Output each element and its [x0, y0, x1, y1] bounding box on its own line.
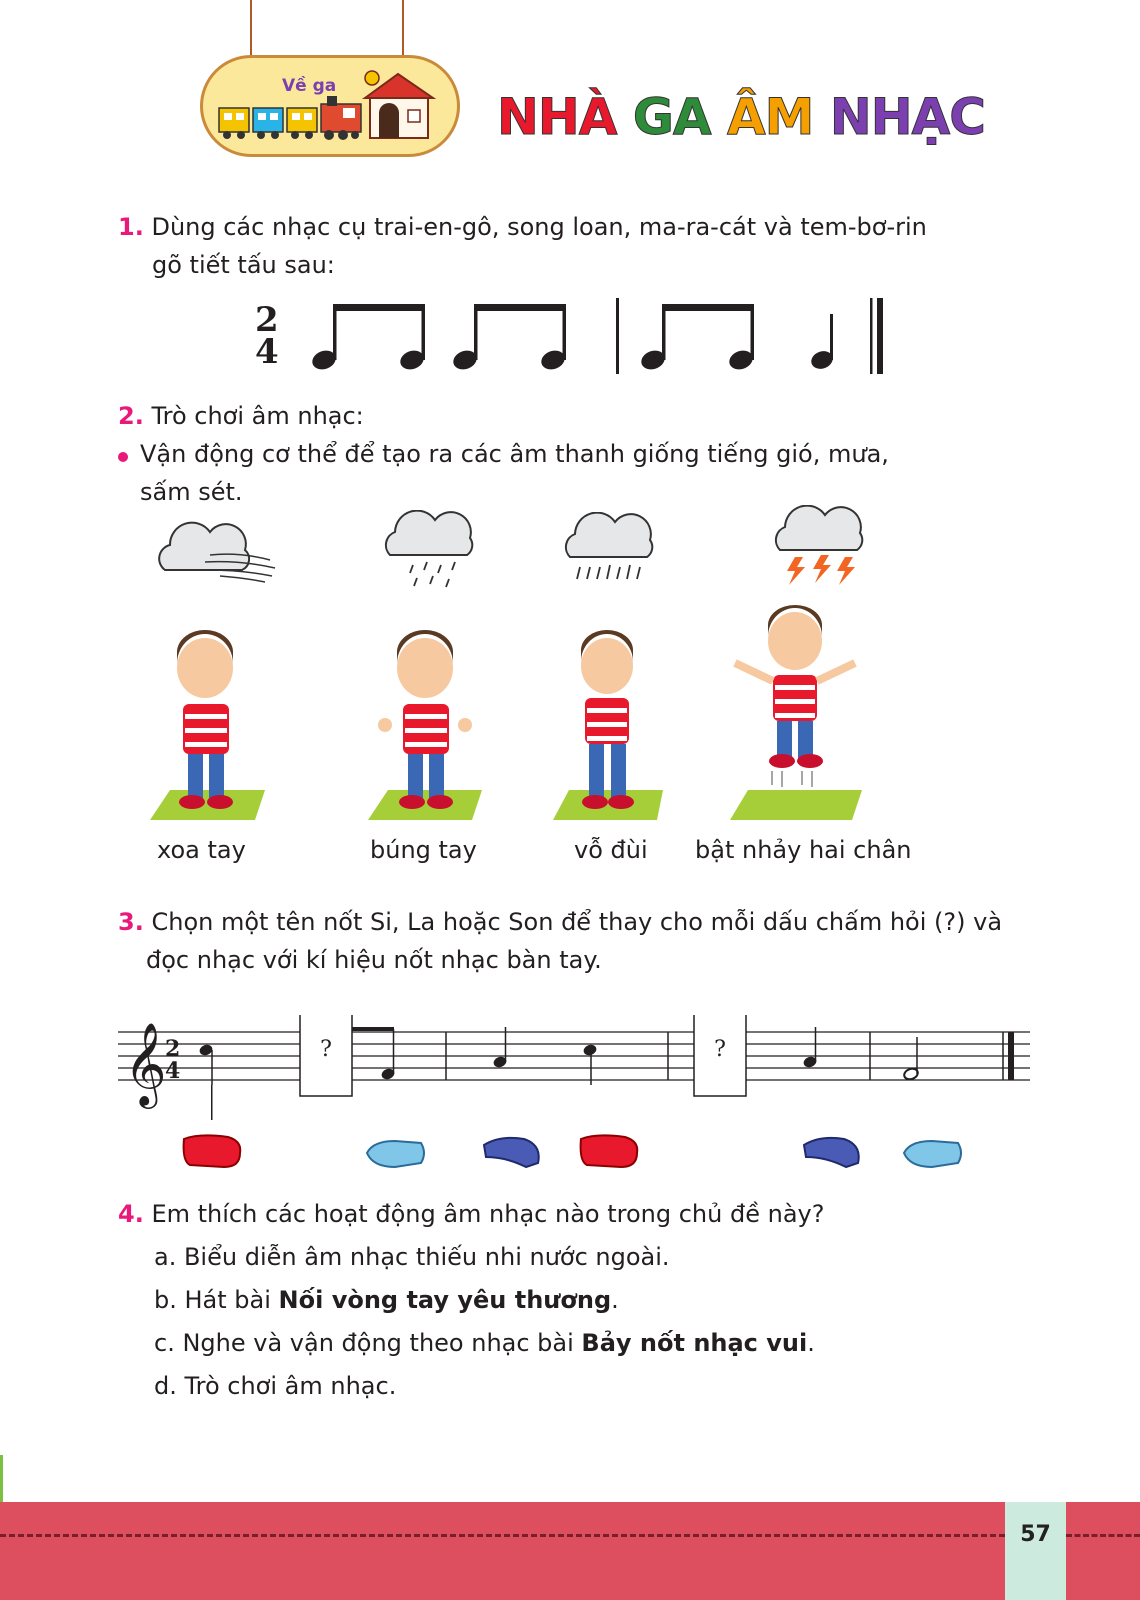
option-b-suffix: .	[611, 1286, 619, 1314]
section2-heading	[118, 402, 364, 430]
section4-option-a	[154, 1243, 670, 1271]
section3-line2: đọc nhạc với kí hiệu nốt nhạc bàn tay.	[146, 946, 602, 974]
thunder-cloud-icon	[765, 505, 875, 595]
caption-xoa-tay: xoa tay	[157, 836, 246, 864]
rhythm-beam	[335, 304, 425, 311]
section2-bullet-line1: Vận động cơ thể để tạo ra các âm thanh giống tiếng gió, mưa,	[140, 440, 889, 468]
hand-sign-la-icon	[480, 1131, 546, 1171]
hand-sign-flat-icon	[363, 1133, 429, 1173]
rhythm-stem	[422, 304, 426, 360]
footer-dashed-line-right	[1066, 1534, 1140, 1537]
footer-dashed-line	[0, 1534, 1005, 1537]
treble-clef-icon: 𝄞	[124, 1021, 167, 1105]
section2-heading-text: Trò chơi âm nhạc:	[151, 402, 364, 430]
staff-time-bottom: 4	[165, 1058, 181, 1084]
boy-jumping-illustration	[720, 605, 870, 830]
title-word-4: NHẠC	[829, 88, 985, 146]
rhythm-stem	[474, 304, 478, 360]
sign-label: Về ga	[282, 76, 337, 96]
option-b-song: Nối vòng tay yêu thương	[278, 1286, 612, 1314]
footer-band	[0, 1502, 1140, 1600]
rhythm-time-signature	[255, 300, 279, 372]
option-c-suffix: .	[807, 1329, 815, 1357]
rhythm-beam	[664, 304, 754, 311]
rhythm-final-barline-thin	[870, 298, 873, 374]
rhythm-final-barline-thick	[877, 298, 883, 374]
staff-final-barline-thick	[1008, 1032, 1014, 1080]
staff-note	[582, 1043, 598, 1057]
title-word-3: ÂM	[726, 88, 814, 146]
section2-number: 2.	[118, 402, 144, 430]
rhythm-beam	[476, 304, 566, 311]
rhythm-barline	[616, 298, 619, 374]
wind-cloud-icon	[150, 520, 290, 590]
section2-bullet-line2: sấm sét.	[140, 478, 243, 506]
hand-sign-flat-icon-2	[900, 1133, 966, 1173]
rhythm-stem	[563, 304, 567, 360]
title-word-1: NHÀ	[497, 88, 617, 146]
section4-option-c	[154, 1329, 815, 1357]
section4-question-text: Em thích các hoạt động âm nhạc nào trong chủ đề này?	[151, 1200, 825, 1228]
boy-snapping-fingers-illustration	[360, 630, 490, 830]
bullet-dot	[118, 452, 128, 462]
section4-option-b	[154, 1286, 619, 1314]
page-number-box	[1005, 1502, 1066, 1600]
caption-vo-dui: vỗ đùi	[574, 836, 648, 864]
sign-string-right	[402, 0, 404, 62]
left-green-rule	[0, 1455, 3, 1503]
section1-line1	[118, 213, 927, 241]
option-c-prefix: c. Nghe và vận động theo nhạc bài	[154, 1329, 582, 1357]
hand-sign-do-fist-icon-2	[577, 1131, 643, 1171]
music-staff	[118, 1015, 1038, 1120]
option-c-song: Bảy nốt nhạc vui	[581, 1329, 808, 1357]
rhythm-time-top: 2	[255, 300, 279, 340]
option-b-prefix: b. Hát bài	[154, 1286, 279, 1314]
option-a-text: a. Biểu diễn âm nhạc thiếu nhi nước ngoài.	[154, 1243, 670, 1271]
boy-clapping-thighs-illustration	[545, 630, 675, 830]
section3-number: 3.	[118, 908, 144, 936]
rhythm-stem	[830, 314, 833, 360]
option-d-text: d. Trò chơi âm nhạc.	[154, 1372, 397, 1400]
title-word-2: GA	[632, 88, 711, 146]
rhythm-stem	[751, 304, 755, 360]
rhythm-stem	[333, 304, 337, 360]
staff-time-top: 2	[165, 1036, 181, 1062]
section4-number: 4.	[118, 1200, 144, 1228]
rhythm-staff	[300, 298, 900, 380]
caption-bat-nhay: bật nhảy hai chân	[695, 836, 912, 864]
sign-string-left	[250, 0, 252, 62]
rhythm-stem	[662, 304, 666, 360]
boy-rubbing-hands-illustration	[140, 630, 270, 830]
section3-line1	[118, 908, 1002, 936]
heavy-rain-cloud-icon	[555, 512, 665, 592]
page-title	[497, 88, 985, 146]
section1-line2: gõ tiết tấu sau:	[152, 251, 335, 279]
hand-sign-la-icon-2	[800, 1131, 866, 1171]
section3-text1: Chọn một tên nốt Si, La hoặc Son để thay cho mỗi dấu chấm hỏi (?) và	[151, 908, 1003, 936]
caption-bung-tay: búng tay	[370, 836, 477, 864]
hand-sign-do-fist-icon	[180, 1131, 246, 1171]
staff-stem	[211, 1085, 213, 1120]
section1-number: 1.	[118, 213, 144, 241]
section4-question	[118, 1200, 824, 1228]
page-number: 57	[1020, 1522, 1051, 1547]
section1-text1: Dùng các nhạc cụ trai-en-gô, song loan, ma-ra-cát và tem-bơ-rin	[151, 213, 927, 241]
question-mark-2: ?	[714, 1037, 726, 1062]
train-station-icon	[215, 68, 445, 148]
rain-cloud-icon	[375, 510, 485, 600]
question-mark-1: ?	[320, 1037, 332, 1062]
rhythm-time-bottom: 4	[255, 332, 279, 372]
section4-option-d	[154, 1372, 396, 1400]
